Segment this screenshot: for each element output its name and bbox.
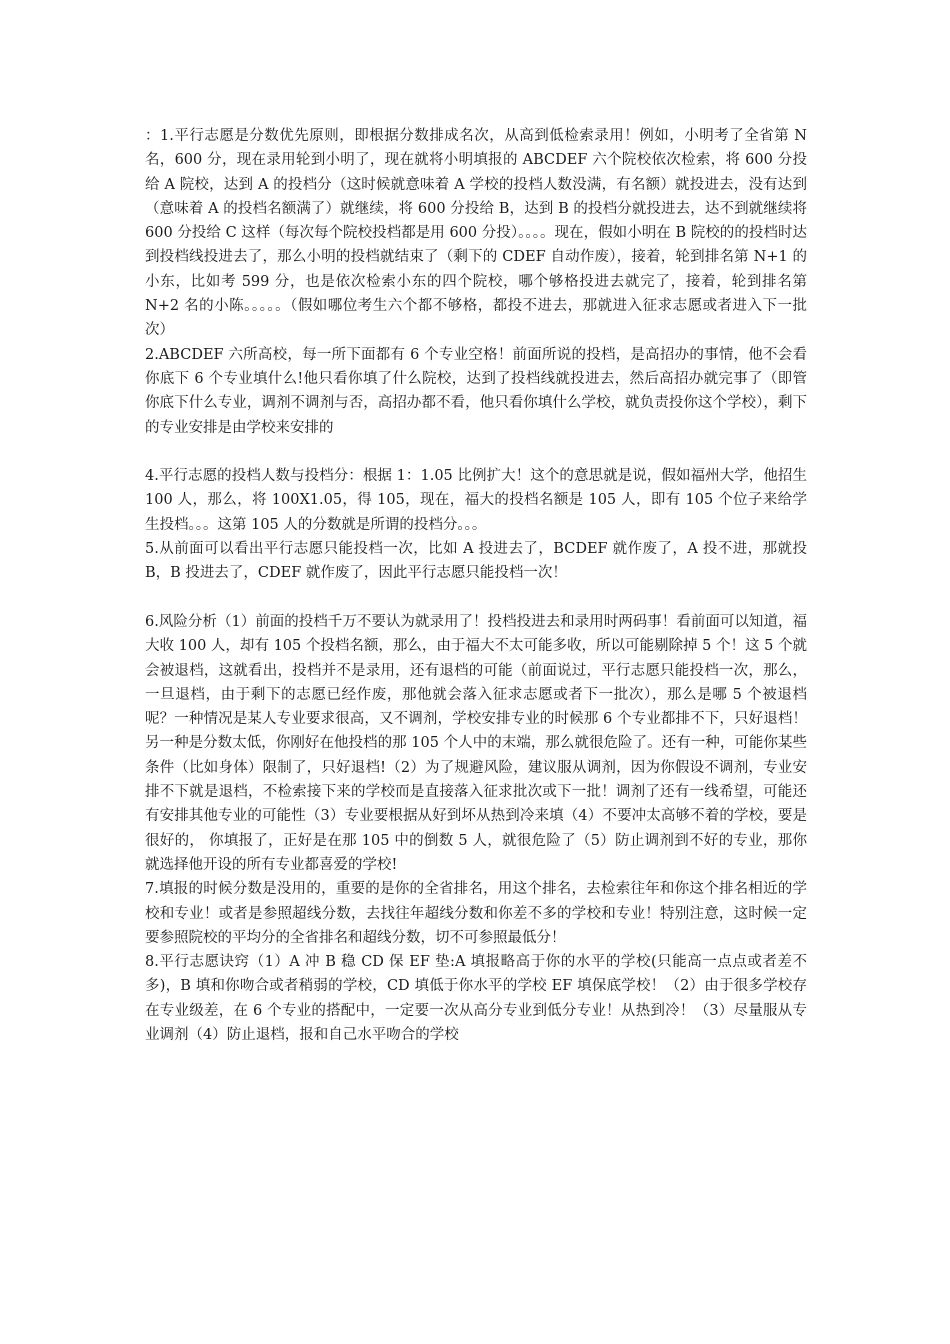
- paragraph-8-tips: 8.平行志愿诀窍（1）A 冲 B 稳 CD 保 EF 垫:A 填报略高于你的水平的学校(只能高一点点或者差不多)，B 填和你吻合或者稍弱的学校，CD 填低于你水平的学校 EF 填保底学校！（2）由于很多学校存在专业级差，在 6 个专业的搭配中，一定要一次从高分专业到低分专业！从热到冷！（3）尽量服从专业调剂（4）防止退档，报和自己水平吻合的学校: [145, 954, 807, 1043]
- blank-line: [145, 440, 807, 464]
- paragraph-7-ranking: 7.填报的时候分数是没用的，重要的是你的全省排名，用这个排名，去检索往年和你这个排名相近的学校和专业！或者是参照超线分数，去找往年超线分数和你差不多的学校和专业！特别注意，这时候一定要参照院校的平均分的全省排名和超线分数，切不可参照最低分！: [145, 881, 807, 946]
- paragraph-4-ratio: 4.平行志愿的投档人数与投档分：根据 1：1.05 比例扩大！这个的意思就是说，假如福州大学，他招生 100 人，那么，将 100X1.05，得 105，现在，福大的投档名额是 105 人，即有 105 个位子来给学生投档。。。这第 105 人的分数就是所谓的投档分。。。: [145, 468, 807, 533]
- paragraph-1-parallel-principle: ：1.平行志愿是分数优先原则，即根据分数排成名次，从高到低检索录用！例如，小明考了全省第 N 名，600 分，现在录用轮到小明了，现在就将小明填报的 ABCDEF 六个院校依次检索，将 600 分投给 A 院校，达到 A 的投档分（这时候就意味着 A 学校的投档人数没满，有名额）就投进去，没有达到（意味着 A 的投档名额满了）就继续，将 600 分投给 B，达到 B 的投档分就投进去，达不到就继续将 600 分投给 C 这样（每次每个院校投档都是用 600 分投）。。。。现在，假如小明在 B 院校的的投档时达到投档线投进去了，那么小明的投档就结束了（剩下的 CDEF 自动作废），接着，轮到排名第 N+1 的小东，比如考 599 分，也是依次检索小东的四个院校，哪个够格投进去就完了，接着，轮到排名第 N+2 名的小陈。。。。。（假如哪位考生六个都不够格，都投不进去，那就进入征求志愿或者进入下一批次）: [145, 128, 807, 339]
- paragraph-6-risk-analysis: 6.风险分析（1）前面的投档千万不要认为就录用了！投档投进去和录用时两码事！看前面可以知道，福大收 100 人，却有 105 个投档名额，那么，由于福大不太可能多收，所以可能剔除掉 5 个！这 5 个就会被退档，这就看出，投档并不是录用，还有退档的可能（前面说过，平行志愿只能投档一次，那么，一旦退档，由于剩下的志愿已经作废，那他就会落入征求志愿或者下一批次），那么是哪 5 个被退档呢？一种情况是某人专业要求很高，又不调剂，学校安排专业的时候那 6 个专业都排不下，只好退档！另一种是分数太低，你刚好在他投档的那 105 个人中的末端，那么就很危险了。还有一种，可能你某些条件（比如身体）限制了，只好退档!（2）为了规避风险，建议服从调剂，因为你假设不调剂，专业安排不下就是退档，不检索接下来的学校而是直接落入征求批次或下一批！调剂了还有一线希望，可能还有安排其他专业的可能性（3）专业要根据从好到坏从热到冷来填（4）不要冲太高够不着的学校，要是很好的， 你填报了，正好是在那 105 中的倒数 5 人，就很危险了（5）防止调剂到不好的专业，那你就选择他开设的所有专业都喜爱的学校!: [145, 613, 807, 873]
- blank-line: [145, 586, 807, 610]
- paragraph-2-six-schools: 2.ABCDEF 六所高校，每一所下面都有 6 个专业空格！前面所说的投档，是高招办的事情，他不会看你底下 6 个专业填什么!他只看你填了什么院校，达到了投档线就投进去，然后高招办就完事了（即管你底下什么专业，调剂不调剂与否，高招办都不看，他只看你填什么学校，就负责投你这个学校），剩下的专业安排是由学校来安排的: [145, 346, 807, 436]
- paragraph-5-single-submission: 5.从前面可以看出平行志愿只能投档一次，比如 A 投进去了，BCDEF 就作废了，A 投不进，那就投 B，B 投进去了，CDEF 就作废了，因此平行志愿只能投档一次！: [145, 541, 807, 582]
- document-body: [145, 124, 807, 1047]
